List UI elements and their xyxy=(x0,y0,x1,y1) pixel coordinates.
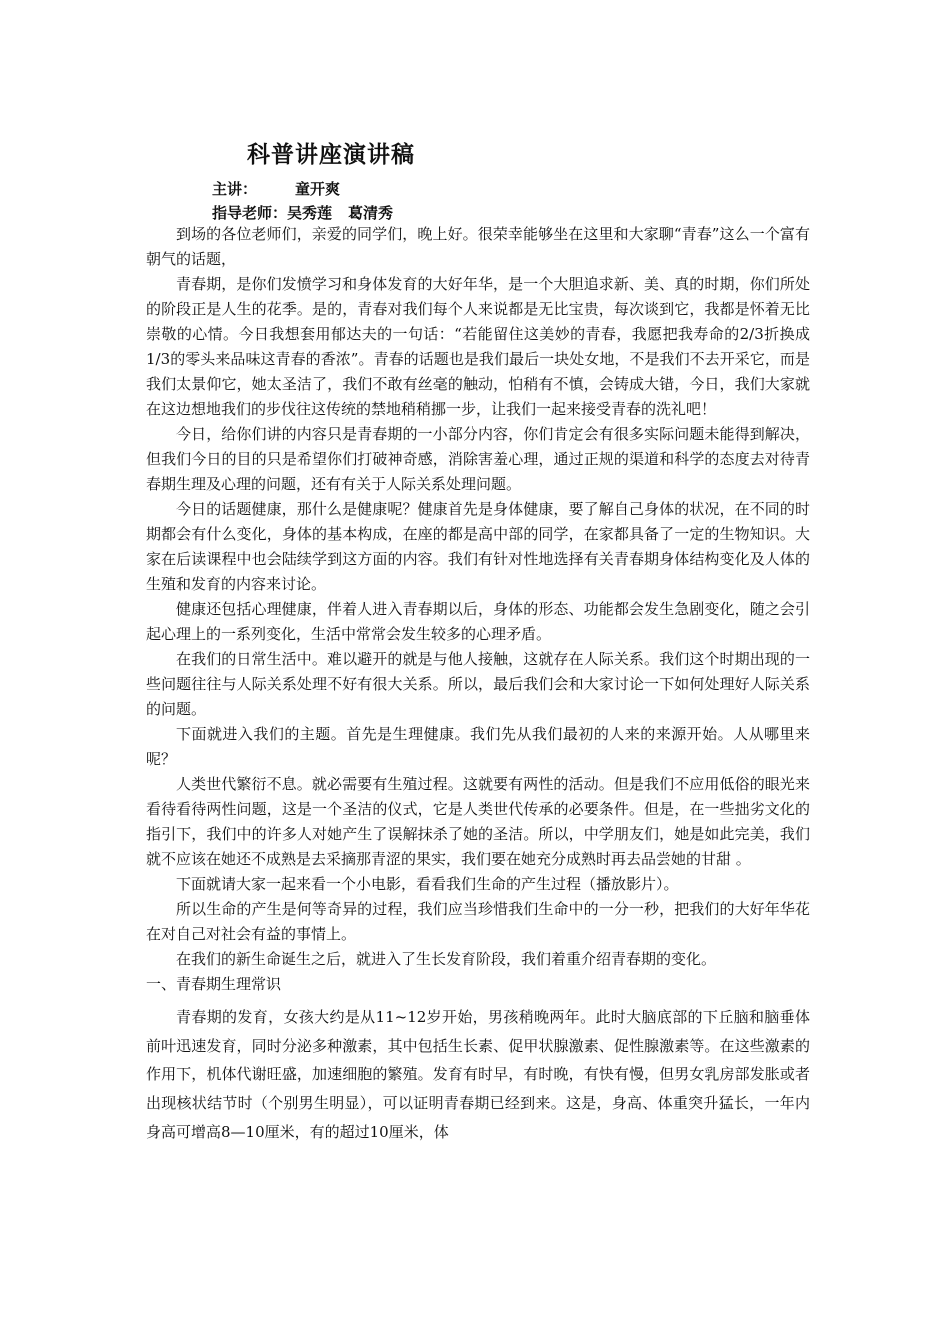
advisor-label: 指导老师： xyxy=(212,204,288,222)
paragraph-film: 下面就请大家一起来看一个小电影，看看我们生命的产生过程（播放影片）。 xyxy=(176,875,679,893)
document-title: 科普讲座演讲稿 xyxy=(247,141,415,168)
advisor-name-2: 葛清秀 xyxy=(348,204,394,222)
paragraph-growth: 在我们的新生命诞生之后，就进入了生长发育阶段，我们着重介绍青春期的变化。 xyxy=(176,950,717,968)
paragraph-puberty: 青春期的发育，女孩大约是从11~12岁开始，男孩稍晚两年。此时大脑底部的下丘脑和脑垂体前叶迅速发育，同时分泌多种激素，其中包括生长素、促甲状腺激素、促性腺激素等。在这些激素的作用下，机体代谢旺盛，加速细胞的繁殖。发育有时早，有时晚，有快有慢，但男女乳房部发胀或者出现核状结节时（个别男生明显），可以证明青春期已经到来。这是，身高、体重突升猛长，一年内身高可增高8—10厘米，有的超过10厘米，体 xyxy=(146,1008,810,1141)
advisor-line xyxy=(212,202,393,223)
paragraph-topic: 下面就进入我们的主题。首先是生理健康。我们先从我们最初的人来的来源开始。人从哪里来呢？ xyxy=(146,725,810,768)
speaker-name: 童开爽 xyxy=(295,180,341,198)
paragraph-content: 今日，给你们讲的内容只是青春期的一小部分内容，你们肯定会有很多实际问题未能得到解决，但我们今日的目的只是希望你们打破神奇感，消除害羞心理，通过正规的渠道和科学的态度去对待青春期生理及心理的问题，还有有关于人际关系处理问题。 xyxy=(146,425,810,493)
paragraph-health: 今日的话题健康，那什么是健康呢？健康首先是身体健康，要了解自己身体的状况，在不同的时期都会有什么变化，身体的基本构成，在座的都是高中部的同学，在家都具备了一定的生物知识。大家在后读课程中也会陆续学到这方面的内容。我们有针对性地选择有关青春期身体结构变化及人体的生殖和发育的内容来讨论。 xyxy=(146,500,810,593)
paragraph-greeting: 到场的各位老师们，亲爱的同学们，晚上好。很荣幸能够坐在这里和大家聊“青春”这么一个富有朝气的话题， xyxy=(146,225,810,268)
paragraph-mental-health: 健康还包括心理健康，伴着人进入青春期以后，身体的形态、功能都会发生急剧变化，随之会引起心理上的一系列变化，生活中常常会发生较多的心理矛盾。 xyxy=(146,600,810,643)
paragraph-youth: 青春期，是你们发愤学习和身体发育的大好年华，是一个大胆追求新、美、真的时期，你们所处的阶段正是人生的花季。是的，青春对我们每个人来说都是无比宝贵，每次谈到它，我都是怀着无比崇敬的心情。今日我想套用郁达夫的一句话：“若能留住这美妙的青春，我愿把我寿命的2/3折换成1/3的零头来品味这青春的香浓”。青春的话题也是我们最后一块处女地，不是我们不去开采它，而是我们太景仰它，她太圣洁了，我们不敢有丝毫的触动，怕稍有不慎，会铸成大错，今日，我们大家就在这边想地我们的步伐往这传统的禁地稍稍挪一步，让我们一起来接受青春的洗礼吧！ xyxy=(146,275,810,418)
advisor-name-1: 吴秀莲 xyxy=(287,204,333,222)
speaker-label: 主讲： xyxy=(212,180,258,198)
speaker-line xyxy=(212,178,340,199)
section-heading: 一、青春期生理常识 xyxy=(146,975,282,993)
paragraph-relationships: 在我们的日常生活中。难以避开的就是与他人接触，这就存在人际关系。我们这个时期出现的一些问题往往与人际关系处理不好有很大关系。所以，最后我们会和大家讨论一下如何处理好人际关系的问题。 xyxy=(146,650,810,718)
paragraph-reproduction: 人类世代繁衍不息。就必需要有生殖过程。这就要有两性的活动。但是我们不应用低俗的眼光来看待看待两性问题，这是一个圣洁的仪式，它是人类世代传承的必要条件。但是，在一些拙劣文化的指引下，我们中的许多人对她产生了误解抹杀了她的圣洁。所以，中学朋友们，她是如此完美，我们就不应该在她还不成熟是去采摘那青涩的果实，我们要在她充分成熟时再去品尝她的甘甜 。 xyxy=(146,775,810,868)
document-body xyxy=(146,222,810,1147)
paragraph-life: 所以生命的产生是何等奇异的过程，我们应当珍惜我们生命中的一分一秒，把我们的大好年华花在对自己对社会有益的事情上。 xyxy=(146,900,810,943)
